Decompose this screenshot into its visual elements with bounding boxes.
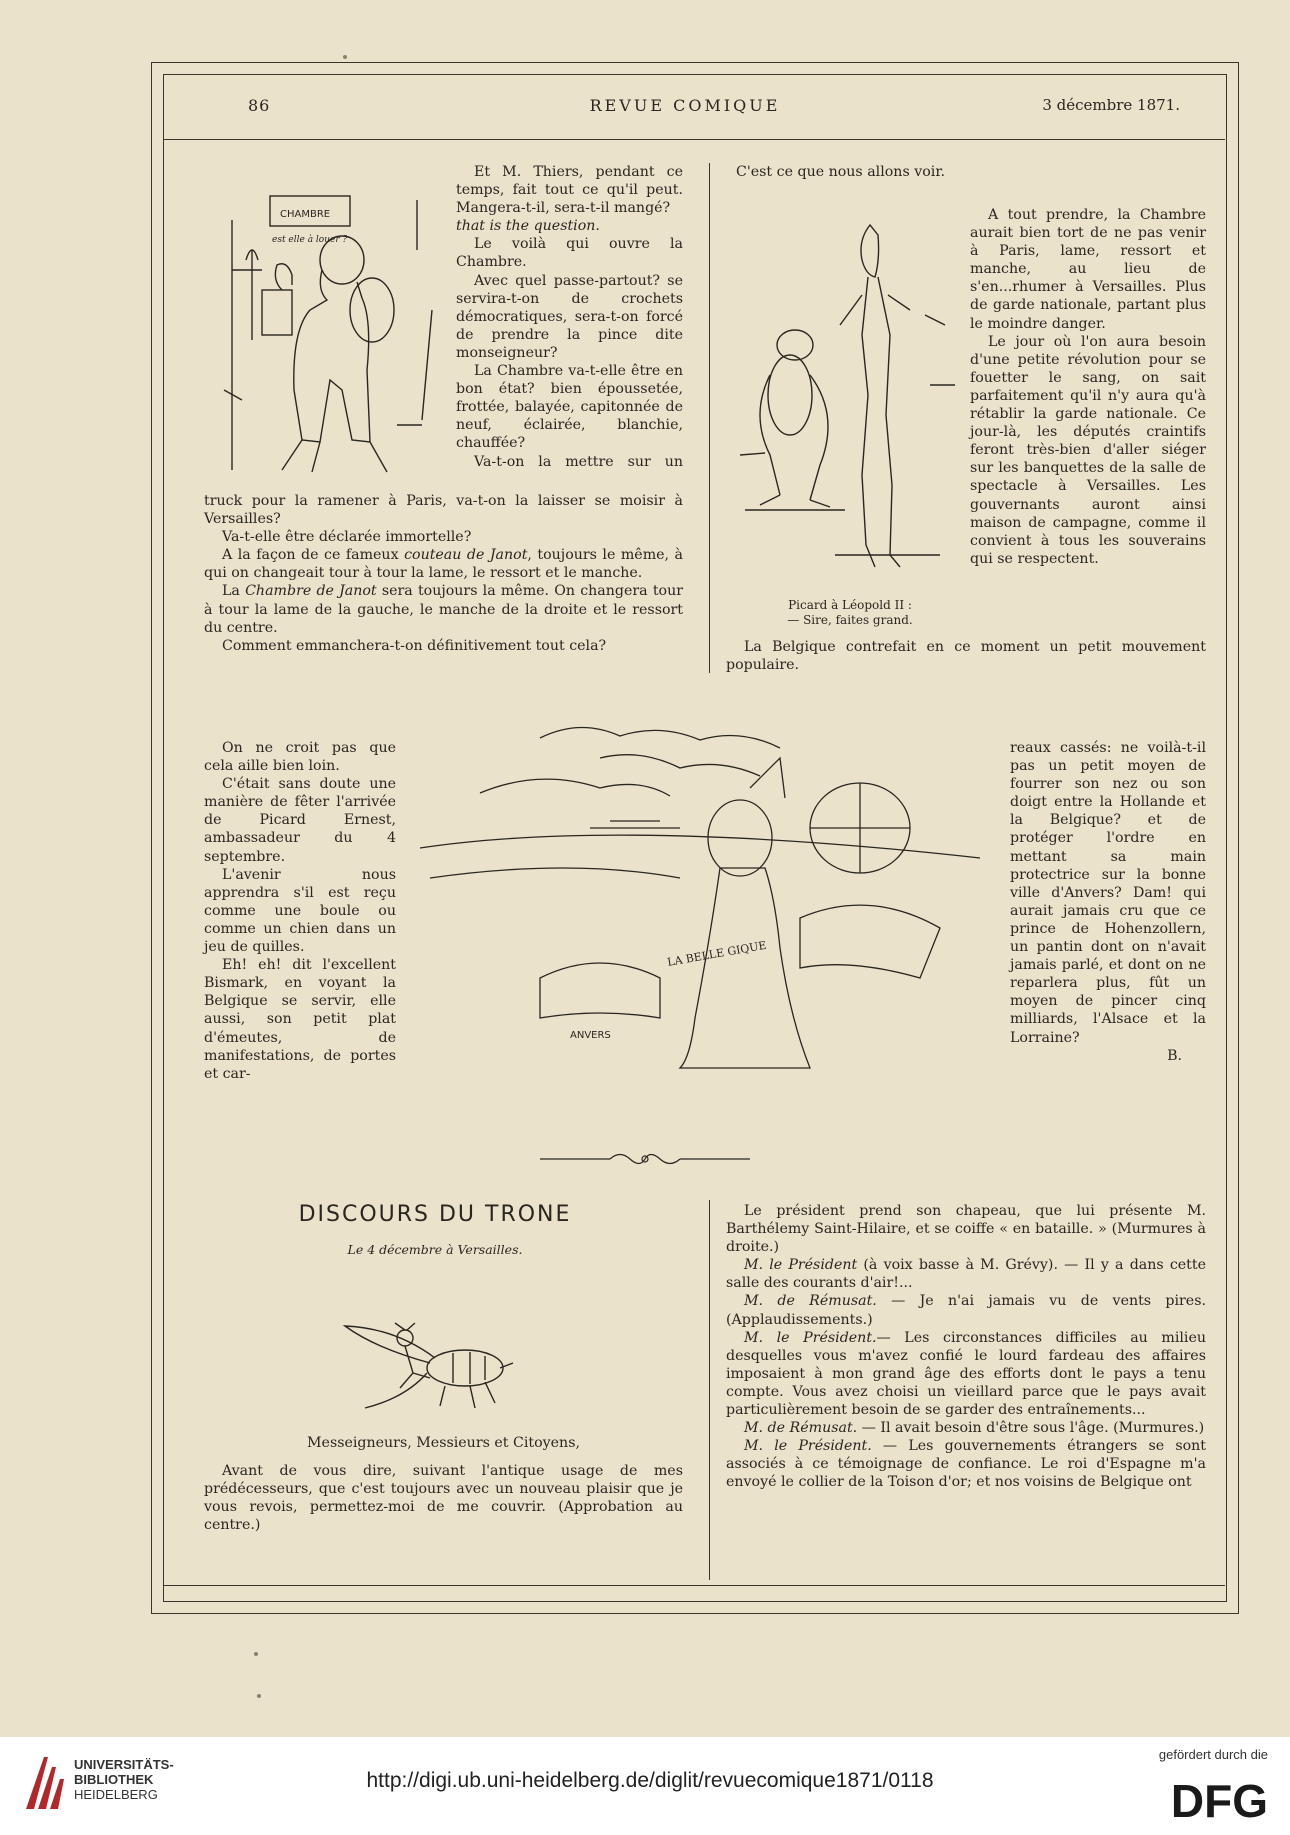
picard-caption	[750, 598, 950, 628]
belle-gique-label: LA BELLE GIQUE	[666, 938, 768, 969]
text-run: La	[222, 583, 246, 600]
text-run: A la façon de ce fameux	[222, 547, 405, 564]
institution-line: HEIDELBERG	[74, 1787, 158, 1802]
speaker: M. de Rémusat.	[744, 1293, 877, 1310]
dialogue-line	[726, 1256, 1206, 1292]
paragraph: truck pour la ramener à Paris, va-t-on la laisser se moisir à Versailles?	[204, 493, 683, 528]
dialogue-line	[726, 1419, 1206, 1437]
paragraph-italic: that is the question.	[456, 218, 600, 235]
paragraph: Avec quel passe-partout? se servira-t-on de crochets démocratiques, sera-t-on forcé de prendre la pince dite monseigneur?	[456, 272, 683, 361]
paragraph: reaux cassés: ne voilà-t-il pas un petit moyen de fourrer son nez ou son doigt entre la Hollande et la Belgique? et de protéger l'ordre en mettant sa main protectrice sur la bonne ville d'Anvers? Dam! qui aurait jamais cru que ce prince de Hohenzollern, un pantin dont on n'avait jamais parlé, et dont on ne reparlera plus, fût un moyen de pincer cinq milliards, l'Alsace et la Lorraine?	[1010, 740, 1206, 1046]
dfg-logo-text: DFG	[1170, 1775, 1268, 1823]
article1-right-beside	[970, 206, 1206, 568]
paragraph: Va-t-on la mettre sur un	[474, 453, 683, 470]
speaker: M. le Président.	[744, 1438, 872, 1455]
thiers-door-illustration	[222, 190, 452, 480]
paper-speck	[254, 1652, 258, 1656]
speaker: M. de Rémusat.	[744, 1420, 858, 1437]
paragraph: Va-t-elle être déclarée immortelle?	[222, 529, 472, 546]
speaker: M. le Président	[744, 1257, 858, 1274]
chambre-sign-text: CHAMBRE	[280, 209, 331, 220]
paragraph: Eh! eh! dit l'excellent Bismark, en voyant la Belgique se servir, elle aussi, son petit plat d'émeutes, de manifestations, de portes et car-	[204, 957, 396, 1082]
spacer	[204, 1452, 683, 1462]
institution-line: UNIVERSITÄTS-	[74, 1757, 174, 1772]
paragraph: C'était sans doute une manière de fêter l'arrivée de Picard Ernest, ambassadeur du 4 septembre.	[204, 776, 396, 865]
caption-line: — Sire, faites grand.	[787, 613, 913, 627]
section-title: DISCOURS DU TRONE	[298, 1202, 572, 1227]
article1-right-top	[736, 163, 1206, 181]
dialogue-line	[726, 1292, 1206, 1328]
caption-line: Picard à Léopold II :	[788, 598, 912, 612]
section-subtitle: Le 4 décembre à Versailles.	[347, 1242, 523, 1257]
paragraph: La Belgique contrefait en ce moment un petit mouvement populaire.	[726, 639, 1206, 674]
anvers-label: ANVERS	[570, 1030, 611, 1041]
university-name[interactable]	[74, 1757, 174, 1802]
picard-leopold-illustration	[740, 215, 965, 585]
paragraph: On ne croit pas que cela aille bien loin.	[204, 740, 396, 775]
article1-left-full	[204, 492, 683, 655]
text-run: sera toujours la même. On changera tour à tour la lame de la gauche, le manche de la droite et le ressort du centre.	[204, 583, 683, 636]
paper-speck	[343, 55, 347, 59]
salutation: Messeigneurs, Messieurs et Citoyens,	[307, 1435, 580, 1451]
discours-left	[204, 1434, 683, 1534]
discours-right	[726, 1202, 1206, 1492]
column-divider	[709, 1200, 710, 1580]
university-logo-icon[interactable]	[22, 1753, 68, 1813]
institution-line: BIBLIOTHEK	[74, 1772, 154, 1787]
paragraph-janot-chamber	[204, 582, 683, 636]
dialogue-line	[726, 1437, 1206, 1491]
text-run-italic: couteau de Janot	[404, 547, 528, 564]
signature: B.	[1167, 1047, 1182, 1064]
paragraph: C'est ce que nous allons voir.	[736, 164, 946, 180]
paragraph: Comment emmanchera-t-on définitivement tout cela?	[222, 637, 607, 654]
speech: (à voix basse à M. Grévy). — Il y a dans cette salle des courants d'air!...	[726, 1257, 1206, 1292]
article2-right	[1010, 739, 1206, 1065]
paragraph: A tout prendre, la Chambre aurait bien tort de ne pas venir à Paris, lame, ressort et manche, au lieu de s'en...rhumer à Versailles. Plus de garde nationale, partant plus le moindre danger.	[970, 207, 1206, 332]
paragraph: L'avenir nous apprendra s'il est reçu comme une boule ou comme un chien dans un jeu de quilles.	[204, 866, 396, 956]
paragraph: Et M. Thiers, pendant ce temps, fait tout ce qu'il peut. Mangera-t-il, sera-t-il mangé?	[456, 164, 683, 217]
insect-rider-illustration	[335, 1318, 515, 1413]
article1-left-beside	[456, 163, 683, 471]
article2-left	[204, 739, 396, 1083]
header-rule	[163, 139, 1225, 140]
journal-title: REVUE COMIQUE	[589, 96, 781, 115]
speech: — Les circonstances difficiles au milieu desquelles vous m'avez confié le lourd fardeau des affaires imposaient à mon grand âge des efforts dont le pays a tenu compte. Vous avez choisi un vieillard parce que le pays avait particulièrement besoin de se garder des entraînements...	[726, 1329, 1206, 1419]
column-divider	[709, 163, 710, 673]
text-run: , toujours le même, à qui on changeait tour à tour la lame, le ressort et le manche.	[204, 547, 684, 582]
speaker: M. le Président.	[744, 1329, 877, 1346]
paragraph: Avant de vous dire, suivant l'antique usage de mes prédécesseurs, que c'est toujours avec un nouveau plaisir que je vous revois, permettez-moi de me couvrir. (Approbation au centre.)	[204, 1463, 683, 1534]
belle-gique-illustration	[420, 718, 980, 1078]
page-number: 86	[248, 96, 271, 115]
speech: — Les gouvernements étrangers se sont associés à ce témoignage de confiance. Le roi d'Espagne m'a envoyé le collier de la Toison d'or; et nos voisins de Belgique ont	[726, 1438, 1207, 1491]
digitization-footer	[0, 1737, 1290, 1835]
speech: — Je n'ai jamais vu de vents pires. (Applaudissements.)	[726, 1293, 1206, 1328]
dfg-logo-icon[interactable]	[1148, 1773, 1268, 1823]
issue-date: 3 décembre 1871.	[1042, 96, 1180, 114]
paper-speck	[257, 1694, 261, 1698]
article1-right-end	[726, 638, 1206, 674]
permalink-url[interactable]: http://digi.ub.uni-heidelberg.de/diglit/revuecomique1871/0118	[366, 1769, 934, 1792]
ornamental-divider	[540, 1148, 750, 1170]
paragraph: Le jour où l'on aura besoin d'une petite révolution pour se fouetter le sang, on sait parfaitement qu'il n'y aura qu'à rétablir la garde nationale. Ce jour-là, les députés craintifs feront très-bien d'aller siéger sur les banquettes de la salle de spectacle à Versailles. Les gouvernants auront ainsi maison de campagne, comme il convient à tous les souverains qui se respectent.	[970, 333, 1206, 567]
paragraph: La Chambre va-t-elle être en bon état? bien époussetée, frottée, balayée, capitonnée de neuf, éclairée, blanchie, chauffée?	[456, 363, 683, 452]
paragraph: Le président prend son chapeau, que lui présente M. Barthélemy Saint-Hilaire, et se coiffe « en bataille. » (Murmures à droite.)	[726, 1203, 1206, 1256]
paragraph-janot-knife	[204, 546, 683, 582]
bottom-rule	[163, 1585, 1225, 1586]
speech: — Il avait besoin d'être sous l'âge. (Murmures.)	[857, 1420, 1205, 1437]
sponsor-text: gefördert durch die	[1158, 1747, 1268, 1762]
paragraph: Le voilà qui ouvre la Chambre.	[456, 236, 683, 271]
dialogue-line	[726, 1329, 1206, 1419]
text-run-italic: Chambre de Janot	[245, 583, 377, 600]
chambre-sign-question: est elle à louer ?	[272, 235, 348, 245]
